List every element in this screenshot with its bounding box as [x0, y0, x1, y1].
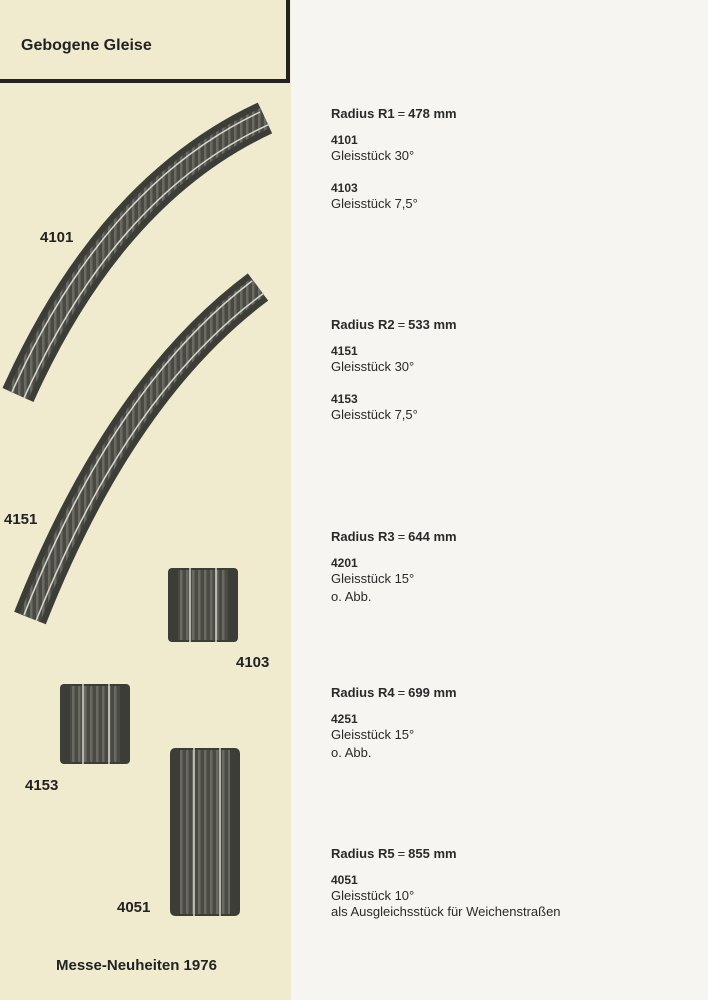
part-description: Gleisstück 7,5°	[331, 196, 418, 211]
part-note: o. Abb.	[331, 745, 372, 760]
part-description: Gleisstück 30°	[331, 359, 415, 374]
part-number: 4153	[331, 392, 358, 406]
track-illustrations	[0, 0, 291, 1000]
part-number: 4151	[331, 344, 358, 358]
radius-value: 478 mm	[408, 106, 457, 121]
radius-label: Radius R2	[331, 317, 395, 332]
part-item	[331, 555, 457, 605]
track-4051-image	[170, 748, 240, 916]
part-number: 4103	[331, 181, 358, 195]
footer-caption: Messe-Neuheiten 1976	[56, 957, 217, 974]
part-item	[331, 391, 457, 423]
section-r4	[331, 685, 457, 777]
part-item	[331, 132, 457, 164]
section-r1	[331, 106, 457, 228]
part-item	[331, 180, 457, 212]
track-label-4153: 4153	[25, 777, 59, 794]
track-label-4101: 4101	[40, 229, 74, 246]
part-description: Gleisstück 15°	[331, 727, 415, 742]
radius-label: Radius R4	[331, 685, 395, 700]
part-description: Gleisstück 15°	[331, 571, 415, 586]
section-r5	[331, 846, 561, 936]
part-note: o. Abb.	[331, 589, 372, 604]
track-4153-image	[60, 684, 130, 764]
radius-label: Radius R1	[331, 106, 395, 121]
radius-value: 699 mm	[408, 685, 457, 700]
radius-heading: Radius R5 = 855 mm	[331, 846, 457, 861]
section-r2	[331, 317, 457, 439]
part-note: als Ausgleichsstück für Weichenstraßen	[331, 904, 561, 919]
radius-heading: Radius R3 = 644 mm	[331, 529, 457, 544]
radius-value: 533 mm	[408, 317, 457, 332]
track-label-4151: 4151	[4, 511, 38, 528]
part-description: Gleisstück 10°	[331, 888, 415, 903]
part-number: 4101	[331, 133, 358, 147]
page-title: Gebogene Gleise	[21, 37, 152, 54]
part-description: Gleisstück 7,5°	[331, 407, 418, 422]
part-item	[331, 872, 561, 920]
section-r3	[331, 529, 457, 621]
part-item	[331, 711, 457, 761]
track-4101-image	[12, 112, 270, 398]
radius-heading: Radius R4 = 699 mm	[331, 685, 457, 700]
part-number: 4251	[331, 712, 358, 726]
part-description: Gleisstück 30°	[331, 148, 415, 163]
radius-value: 644 mm	[408, 529, 457, 544]
part-number: 4201	[331, 556, 358, 570]
part-number: 4051	[331, 873, 358, 887]
radius-heading: Radius R1 = 478 mm	[331, 106, 457, 121]
radius-value: 855 mm	[408, 846, 457, 861]
track-label-4051: 4051	[117, 899, 151, 916]
track-4103-image	[168, 568, 238, 642]
radius-heading: Radius R2 = 533 mm	[331, 317, 457, 332]
radius-label: Radius R5	[331, 846, 395, 861]
track-label-4103: 4103	[236, 654, 270, 671]
radius-label: Radius R3	[331, 529, 395, 544]
part-item	[331, 343, 457, 375]
